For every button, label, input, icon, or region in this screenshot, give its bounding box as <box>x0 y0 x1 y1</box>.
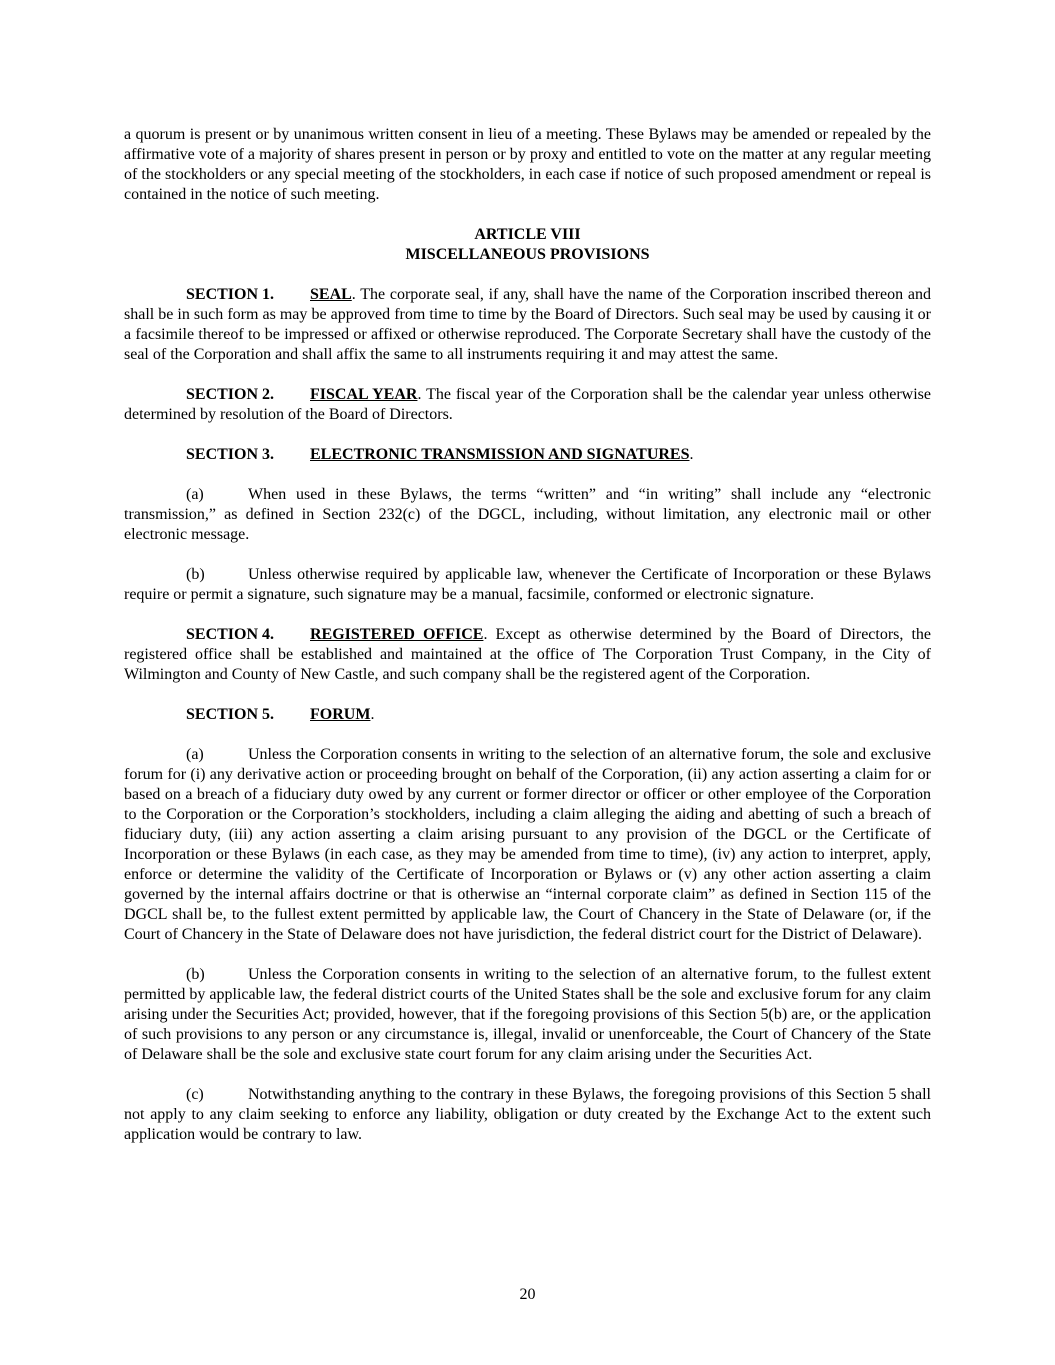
section-4-paragraph <box>124 625 931 685</box>
subsection-text: Notwithstanding anything to the contrary in these Bylaws, the foregoing provisions of this Section 5 shall not apply to any claim seeking to enforce any liability, obligation or duty created by the Exchange Act to the extent such application would be contrary to law. <box>124 1086 931 1143</box>
section-5a-paragraph <box>124 745 931 945</box>
section-5-heading <box>124 705 931 725</box>
subsection-text: Unless the Corporation consents in writing to the selection of an alternative forum, the sole and exclusive forum for (i) any derivative action or proceeding brought on behalf of the Corporation, (ii) any action asserting a claim for or based on a breach of a fiduciary duty owed by any current or former director or officer or other employee of the Corporation to the Corporation or the Corporation’s stockholders, including a claim alleging the aiding and abetting of such a breach of fiduciary duty, (iii) any action asserting a claim arising pursuant to any provision of the DGCL or the Certificate of Incorporation or these Bylaws (in each case, as they may be amended from time to time), (iv) any action to interpret, apply, enforce or determine the validity of the Certificate of Incorporation or Bylaws or (v) any other action asserting a claim governed by the internal affairs doctrine or that is otherwise an “internal corporate claim” as defined in Section 115 of the DGCL shall be, to the fullest extent permitted by applicable law, the Court of Chancery in the State of Delaware (or, if the Court of Chancery in the State of Delaware does not have jurisdiction, the federal district court for the District of Delaware). <box>124 746 931 943</box>
section-title: REGISTERED OFFICE <box>310 626 484 643</box>
section-1-paragraph <box>124 285 931 365</box>
section-2-paragraph <box>124 385 931 425</box>
section-number: SECTION 3. <box>186 446 275 463</box>
subsection-label: (a) <box>186 746 204 763</box>
continuation-paragraph: a quorum is present or by unanimous written consent in lieu of a meeting. These Bylaws may be amended or repealed by the affirmative vote of a majority of shares present in person or by proxy and entitled to vote on the matter at any regular meeting of the stockholders or any special meeting of the stockholders, in each case if notice of such proposed amendment or repeal is contained in the notice of such meeting. <box>124 126 931 203</box>
subsection-label: (c) <box>186 1086 204 1103</box>
section-3a-paragraph <box>124 485 931 545</box>
subsection-label: (a) <box>186 486 204 503</box>
section-title: FORUM <box>310 706 371 723</box>
section-5b-paragraph <box>124 965 931 1065</box>
subsection-text: Unless the Corporation consents in writing to the selection of an alternative forum, to the fullest extent permitted by applicable law, the federal district courts of the United States shall be the sole and exclusive forum for any claim arising under the Securities Act; provided, however, that if the foregoing provisions of this Section 5(b) are, or the application of such provisions to any person or any circumstance is, illegal, invalid or unenforceable, the Court of Chancery of the State of Delaware shall be the sole and exclusive state court forum for any claim arising under the Securities Act. <box>124 966 931 1063</box>
section-number: SECTION 4. <box>186 626 275 643</box>
subsection-label: (b) <box>186 966 205 983</box>
subsection-text: When used in these Bylaws, the terms “written” and “in writing” shall include any “electronic transmission,” as defined in Section 232(c) of the DGCL, including, without limitation, any electronic mail or other electronic message. <box>124 486 931 543</box>
section-3b-paragraph <box>124 565 931 605</box>
document-page <box>124 125 931 1165</box>
section-text: . The fiscal year of the Corporation shall be the calendar year unless otherwise determined by resolution of the Board of Directors. <box>124 386 931 423</box>
article-title: MISCELLANEOUS PROVISIONS <box>405 246 650 263</box>
section-text: . <box>689 446 694 463</box>
section-title: FISCAL YEAR <box>310 386 418 403</box>
subsection-label: (b) <box>186 566 205 583</box>
subsection-text: Unless otherwise required by applicable law, whenever the Certificate of Incorporation or these Bylaws require or permit a signature, such signature may be a manual, facsimile, conformed or electronic signature. <box>124 566 931 603</box>
section-number: SECTION 5. <box>186 706 275 723</box>
section-title: SEAL <box>310 286 352 303</box>
page-number: 20 <box>519 1286 536 1303</box>
section-number: SECTION 2. <box>186 386 275 403</box>
section-text: . <box>370 706 375 723</box>
section-3-heading <box>124 445 931 465</box>
section-number: SECTION 1. <box>186 286 275 303</box>
article-heading <box>124 225 931 265</box>
section-text: . Except as otherwise determined by the Board of Directors, the registered office shall be established and maintained at the office of The Corporation Trust Company, in the City of Wilmington and County of New Castle, and such company shall be the registered agent of the Corporation. <box>124 626 931 683</box>
section-title: ELECTRONIC TRANSMISSION AND SIGNATURES <box>310 446 690 463</box>
section-text: . The corporate seal, if any, shall have the name of the Corporation inscribed thereon and shall be in such form as may be approved from time to time by the Board of Directors. Such seal may be used by causing it or a facsimile thereof to be impressed or affixed or otherwise reproduced. The Corporate Secretary shall have the custody of the seal of the Corporation and shall affix the same to all instruments requiring it and may attest the same. <box>124 286 931 363</box>
article-number: ARTICLE VIII <box>474 226 581 243</box>
section-5c-paragraph <box>124 1085 931 1145</box>
